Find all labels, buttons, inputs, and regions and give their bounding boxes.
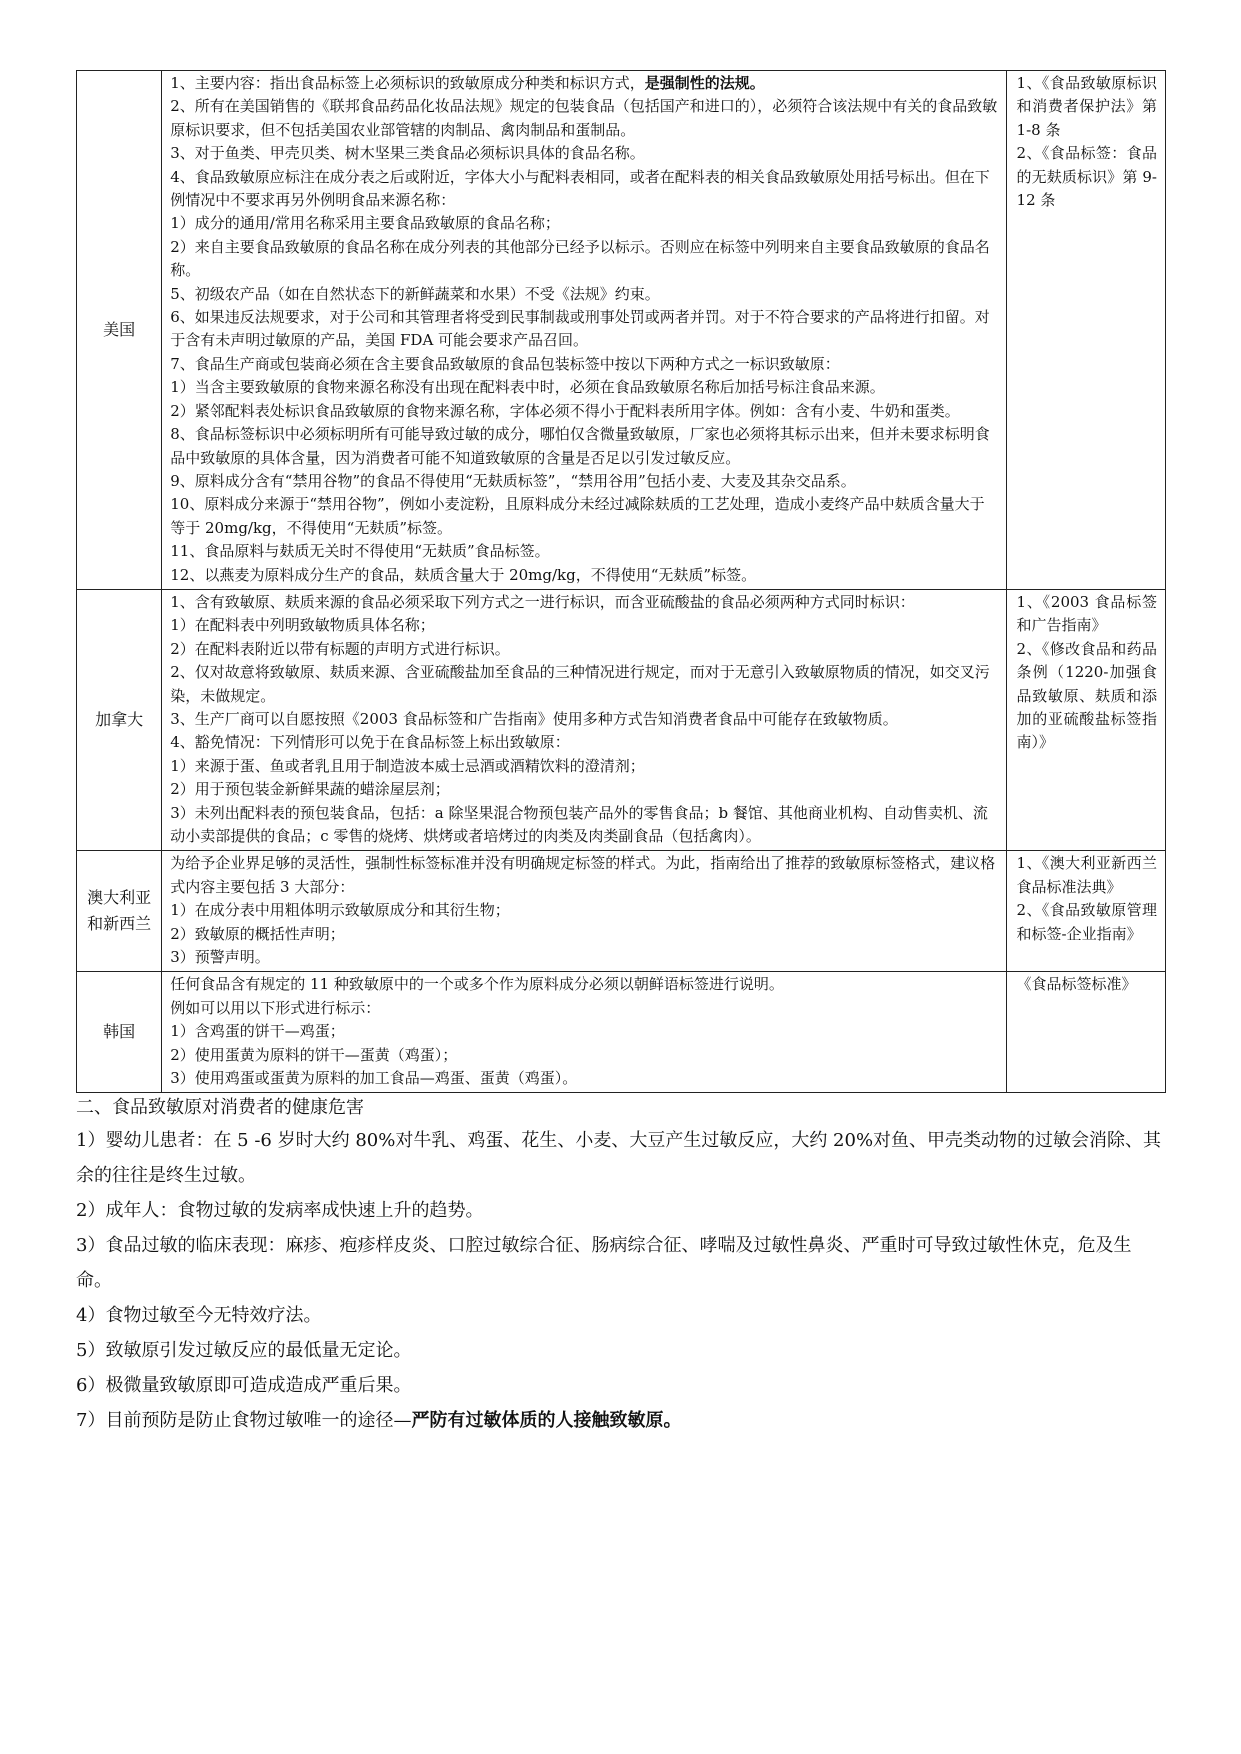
content-line: 1）含鸡蛋的饼干—鸡蛋； [170,1022,345,1041]
content-line: 4、食品致敏原应标注在成分表之后或附近，字体大小与配料表相同，或者在配料表的相关食品致敏原处用括号标出。但在下例情况中不要求再另外例明食品来源名称： [170,167,990,210]
content-line: 5、初级农产品（如在自然状态下的新鲜蔬菜和水果）不受《法规》约束。 [170,284,660,303]
content-line: 2）使用蛋黄为原料的饼干—蛋黄（鸡蛋）； [170,1045,458,1064]
list-item: 1）婴幼儿患者：在 5 -6 岁时大约 80%对牛乳、鸡蛋、花生、小麦、大豆产生过敏反应，大约 20%对鱼、甲壳类动物的过敏会消除、其余的往往是终生过敏。 [76,1130,1162,1187]
content-line: 6、如果违反法规要求，对于公司和其管理者将受到民事制裁或刑事处罚或两者并罚。对于不符合要求的产品将进行扣留。对于含有未声明过敏原的产品，美国 FDA 可能会要求产品召回。 [170,308,990,350]
content-line: 3）使用鸡蛋或蛋黄为原料的加工食品—鸡蛋、蛋黄（鸡蛋）。 [170,1069,578,1088]
reference-item: 1、《2003 食品标签和广告指南》 [1016,592,1157,635]
table-row-usa [77,71,1166,590]
content-line: 2）在配料表附近以带有标题的声明方式进行标识。 [170,639,510,658]
bold-emphasis: 严防有过敏体质的人接触致敏原。 [411,1410,682,1432]
content-line: 12、以燕麦为原料成分生产的食品，麸质含量大于 20mg/kg，不得使用“无麸质”标签。 [170,565,757,584]
content-line: 1）来源于蛋、鱼或者乳且用于制造波本威士忌酒或酒精饮料的澄清剂； [170,756,645,775]
content-line: 2、仅对故意将致敏原、麸质来源、含亚硫酸盐加至食品的三种情况进行规定，而对于无意引入致敏原物质的情况，如交叉污染，未做规定。 [170,663,990,705]
reference-item: 2、《修改食品和药品条例（1220-加强食品致敏原、麸质和添加的亚硫酸盐标签指南）》 [1016,639,1157,752]
content-line: 4、豁免情况：下列情形可以免于在食品标签上标出致敏原： [170,733,570,752]
reference-item: 2、《食品标签：食品的无麸质标识》第 9-12 条 [1016,144,1157,210]
table-row-australia-nz [77,851,1166,972]
reference-item: 《食品标签标准》 [1016,975,1137,994]
content-line: 例如可以用以下形式进行标示： [170,998,381,1017]
content-line: 2）紧邻配料表处标识食品致敏原的食物来源名称，字体必须不得小于配料表所用字体。例如：含有小麦、牛奶和蛋类。 [170,401,960,420]
country-cell: 韩国 [77,972,162,1093]
content-line: 3）预警声明。 [170,948,270,967]
content-line: 任何食品含有规定的 11 种致敏原中的一个或多个作为原料成分必须以朝鲜语标签进行说明。 [170,975,784,994]
list-item: 5）致敏原引发过敏反应的最低量无定论。 [76,1340,412,1362]
content-line: 3）未列出配料表的预包装食品，包括：a 除坚果混合物预包装产品外的零售食品；b 餐馆、其他商业机构、自动售卖机、流动小卖部提供的食品；c 零售的烧烤、烘烤或者培烤过的肉类及肉类副食品（包括禽肉）。 [170,803,988,845]
table-row-korea [77,972,1166,1093]
content-cell [162,972,1006,1093]
content-line: 2、所有在美国销售的《联邦食品药品化妆品法规》规定的包装食品（包括国产和进口的），必须符合该法规中有关的食品致敏原标识要求，但不包括美国农业部管辖的肉制品、禽肉制品和蛋制品。 [170,97,998,139]
content-line: 2）致敏原的概括性声明； [170,924,345,943]
document-page [76,70,1166,1438]
content-cell [162,71,1006,590]
bold-emphasis: 是强制性的法规。 [644,74,765,92]
reference-cell [1006,589,1165,850]
reference-cell [1006,972,1165,1093]
content-line: 1）在成分表中用粗体明示致敏原成分和其衍生物； [170,901,510,920]
content-line: 8、食品标签标识中必须标明所有可能导致过敏的成分，哪怕仅含微量致敏原，厂家也必须将其标示出来，但并未要求标明食品中致敏原的具体含量，因为消费者可能不知道致敏原的含量是否足以引发过敏反应。 [170,425,990,467]
content-line: 10、原料成分来源于“禁用谷物”，例如小麦淀粉，且原料成分未经过减除麸质的工艺处理，造成小麦终产品中麸质含量大于等于 20mg/kg，不得使用“无麸质”标签。 [170,495,985,537]
content-line: 2）来自主要食品致敏原的食品名称在成分列表的其他部分已经予以标示。否则应在标签中列明来自主要食品致敏原的食品名称。 [170,237,990,280]
content-line: 3、对于鱼类、甲壳贝类、树木坚果三类食品必须标识具体的食品名称。 [170,144,645,163]
content-line: 1、主要内容：指出食品标签上必须标识的致敏原成分种类和标识方式，是强制性的法规。 [170,74,765,92]
table-row-canada [77,589,1166,850]
country-cell: 澳大利亚和新西兰 [77,851,162,972]
content-line: 1、含有致敏原、麸质来源的食品必须采取下列方式之一进行标识，而含亚硫酸盐的食品必须两种方式同时标识： [170,592,915,611]
content-line: 2）用于预包装金新鲜果蔬的蜡涂屋层剂； [170,780,450,799]
content-cell [162,589,1006,850]
list-item: 6）极微量致敏原即可造成造成严重后果。 [76,1375,412,1397]
reference-cell [1006,851,1165,972]
reference-item: 1、《澳大利亚新西兰食品标准法典》 [1016,854,1157,896]
content-cell [162,851,1006,972]
reference-item: 2、《食品致敏原管理和标签-企业指南》 [1016,901,1157,943]
content-line: 1）在配料表中列明致敏物质具体名称； [170,616,435,635]
list-item: 7）目前预防是防止食物过敏唯一的途径—严防有过敏体质的人接触致敏原。 [76,1410,682,1432]
content-line: 1）成分的通用/常用名称采用主要食品致敏原的食品名称； [170,214,560,233]
reference-item: 1、《食品致敏原标识和消费者保护法》第 1-8 条 [1016,74,1157,139]
country-cell: 美国 [77,71,162,590]
list-item: 3）食品过敏的临床表现：麻疹、疱疹样皮炎、口腔过敏综合征、肠病综合征、哮喘及过敏性鼻炎、严重时可导致过敏性休克，危及生命。 [76,1235,1132,1292]
content-line: 1）当含主要致敏原的食物来源名称没有出现在配料表中时，必须在食品致敏原名称后加括号标注食品来源。 [170,378,885,397]
reference-cell [1006,71,1165,590]
section-heading: 二、食品致敏原对消费者的健康危害 [76,1097,364,1119]
content-line: 为给予企业界足够的灵活性，强制性标签标准并没有明确规定标签的样式。为此，指南给出了推荐的致敏原标签格式，建议格式内容主要包括 3 大部分： [170,854,996,896]
content-line: 3、生产厂商可以自愿按照《2003 食品标签和广告指南》使用多种方式告知消费者食品中可能存在致敏物质。 [170,709,898,728]
list-item: 4）食物过敏至今无特效疗法。 [76,1305,322,1327]
list-item: 2）成年人：食物过敏的发病率成快速上升的趋势。 [76,1200,484,1222]
content-line: 9、原料成分含有“禁用谷物”的食品不得使用“无麸质标签”，“禁用谷用”包括小麦、大麦及其杂交品系。 [170,471,856,490]
content-line: 7、食品生产商或包装商必须在含主要食品致敏原的食品包装标签中按以下两种方式之一标识致敏原： [170,354,840,373]
allergen-regulation-table [76,70,1166,1093]
content-line: 11、食品原料与麸质无关时不得使用“无麸质”食品标签。 [170,542,550,561]
country-cell: 加拿大 [77,589,162,850]
health-hazards-section [76,1093,1166,1438]
